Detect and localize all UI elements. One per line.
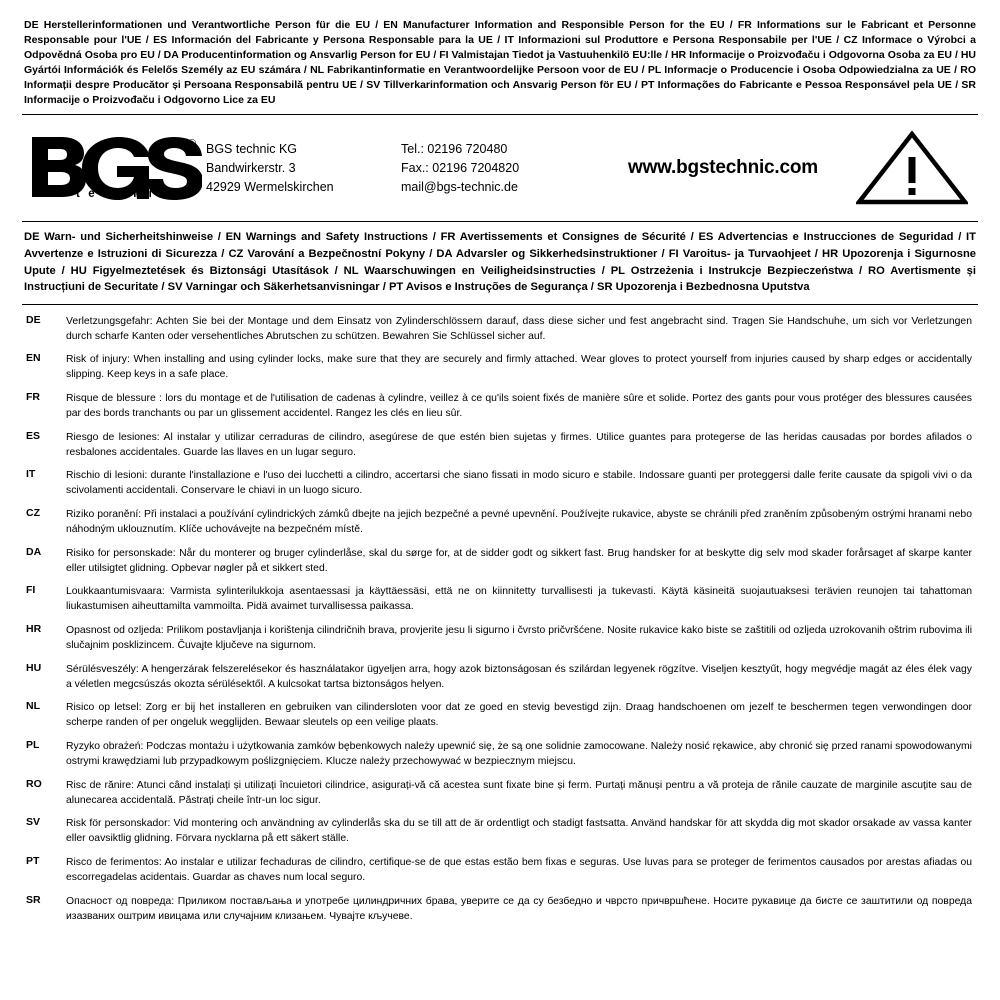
company-contact — [401, 140, 616, 196]
manufacturer-info-header: DE Herstellerinformationen und Verantwortliche Person für die EU / EN Manufacturer Information and Responsible Person for the EU / FR Informations sur le Fabricant et Personne Responsable pour l'UE / ES Información del Fabricante y Persona Responsable para la UE / IT Informazioni sul Produttore e Persona Responsabile per l'UE / CZ Informace o Výrobci a Odpovědná Osoba pro EU / DA Producentinformation og Ansvarlig Person for EU / FI Valmistajan Tiedot ja Vastuuhenkilö EU:lle / HR Informacije o Proizvođaču i Odgovorna Osoba za EU / HU Gyártói Információk és Felelős Személy az EU számára / NL Fabrikantinformatie en Verantwoordelijke Persoon voor de EU / PL Informacje o Producencie i Osoba Odpowiedzialna za UE / RO Informații despre Producător și Persoana Responsabilă pentru UE / SV Tillverkarinformation och Ansvarig Person för EU / PT Informações do Fabricante e Pessoa Responsável pela UE / SR Informacije o Proizvođaču i Odgovorno Lice za EU — [24, 19, 976, 106]
language-text: Risico op letsel: Zorg er bij het installeren en gebruiken van cilindersloten voor dat ze goed en stevig bevestigd zijn. Draag handschoenen om jezelf te beschermen tegen verwondingen door scherpe randen of per ongeluk wegglijden. Bewaar sleutels op een veilige plaats. — [66, 702, 972, 729]
company-city: 42929 Wermelskirchen — [206, 179, 334, 194]
svg-text:®: ® — [188, 138, 197, 151]
language-code: SR — [26, 893, 41, 906]
list-item — [22, 855, 978, 885]
language-code: HR — [26, 623, 42, 635]
language-code: FR — [26, 391, 40, 404]
list-item — [22, 391, 978, 421]
language-text: Risk of injury: When installing and using cylinder locks, make sure that they are securely and firmly attached. Wear gloves to protect yourself from injuries caused by sharp edges or accidentally slipping. Keep keys in a safe place. — [66, 354, 972, 381]
company-tel: Tel.: 02196 720480 — [401, 142, 508, 157]
language-code: HU — [26, 661, 42, 674]
list-item — [22, 352, 978, 382]
company-website: www.bgstechnic.com — [628, 157, 818, 179]
bgs-logo-icon — [30, 135, 202, 201]
list-item — [22, 623, 978, 653]
language-text: Opasnost od ozljeda: Prilikom postavljanja i korištenja cilindričnih brava, provjerite jesu li sigurno i čvrsto pričvršćene. Nosite rukavice kako biste se zaštitili od ozljeda uzrokovanih oštrim rubovima ili slučajnim posklizincem. Čuvajte ključeve na sigurnom. — [66, 625, 972, 652]
language-code: IT — [26, 468, 36, 481]
language-text: Опасност од повреда: Приликом постављања и употребе цилиндричних брава, уверите се да су безбедно и чврсто причвршћене. Носите рукавице да бисте се заштитили од повреда изазваних оштрим ивицама или случајним клизањем. Чувајте кључеве. — [66, 895, 972, 922]
language-text: Risk för personskador: Vid montering och användning av cylinderlås ska du se till att de är ordentligt och stadigt fastsatta. Använd handskar för att skydda dig mot skador orsakade av vassa kanter eller oavsiktlig glidning. Förvara nycklarna på ett säkert ställe. — [66, 818, 972, 845]
language-code: DA — [26, 545, 42, 558]
language-code: RO — [26, 777, 42, 790]
company-name: BGS technic KG — [206, 142, 298, 157]
language-code: FI — [26, 584, 36, 597]
list-item — [22, 662, 978, 692]
list-item — [22, 468, 978, 498]
language-code: EN — [26, 352, 41, 365]
bgs-logo — [26, 135, 206, 201]
list-item — [22, 816, 978, 846]
language-text: Risco de ferimentos: Ao instalar e utilizar fechaduras de cilindro, certifique-se de que estas estão bem fixas e seguras. Use luvas para se proteger de ferimentos causados por arestas afiadas ou escorregadelas acidentais. Guardar as chaves num local seguro. — [66, 856, 972, 884]
language-text: Ryzyko obrażeń: Podczas montażu i użytkowania zamków bębenkowych należy upewnić się, że są one solidnie zamocowane. Należy nosić rękawice, aby chronić się przed ranami spowodowanymi ostrymi krawędziami lub przypadkowym poślizgnięciem. Klucze należy przechowywać w bezpiecznym miejscu. — [66, 740, 972, 768]
company-block — [22, 115, 978, 221]
list-item — [22, 546, 978, 576]
language-code: DE — [26, 313, 41, 326]
list-item — [22, 430, 978, 460]
list-item — [22, 700, 978, 730]
language-code: PT — [26, 854, 40, 867]
list-item — [22, 507, 978, 537]
company-fax: Fax.: 02196 7204820 — [401, 161, 520, 176]
warning-triangle-icon — [856, 131, 968, 205]
language-text: Risiko for personskade: Når du monterer og bruger cylinderlåse, skal du sørge for, at de sidder godt og sikkert fast. Brug handsker for at beskytte dig selv mod skader forårsaget af skarpe kanter eller utilsigtet glidning. Opbevar nøgler på et sikkert sted. — [66, 547, 972, 574]
language-text: Rischio di lesioni: durante l'installazione e l'uso dei lucchetti a cilindro, accertarsi che siano fissati in modo sicuro e stabile. Indossare guanti per proteggersi dalle ferite causate da spigoli vivi o da scivolamenti accidentali. Conservare le chiavi in un luogo sicuro. — [66, 470, 972, 497]
warnings-heading: DE Warn- und Sicherheitshinweise / EN Warnings and Safety Instructions / FR Avertissements et Consignes de Sécurité / ES Advertencias e Instrucciones de Seguridad / IT Avvertenze e Istruzioni di Sicurezza / CZ Varování a Bezpečnostní Pokyny / DA Advarsler og Sikkerhedsinstruktioner / FI Varoitus- ja Turvaohjeet / HR Upozorenja i Sigurnosne Upute / HU Figyelmeztetések és Biztonsági Utasítások / NL Waarschuwingen en Veiligheidsinstructies / PL Ostrzeżenia i Instrukcje Bezpieczeństwa / RO Avertismente și Instrucțiuni de Securitate / SV Varningar och Säkerhetsanvisningar / PT Avisos e Instruções de Segurança / SR Upozorenja i Bezbednosna Uputstva — [24, 231, 976, 294]
list-item — [22, 739, 978, 769]
list-item — [22, 894, 978, 924]
language-text: Verletzungsgefahr: Achten Sie bei der Montage und dem Einsatz von Zylinderschlössern darauf, dass diese sicher und fest angebracht sind. Tragen Sie Handschuhe, um sich vor Verletzungen durch scharfe Kanten oder versehentliches Abrutschen zu schützen. Bewahren Sie Schlüssel sicher auf. — [66, 315, 972, 342]
language-text: Riziko poranění: Při instalaci a používání cylindrických zámků dbejte na jejich bezpečné a pevné upevnění. Používejte rukavice, abyste se chránili před zraněním způsobeným ostrými hranami nebo náhodným uklouznutím. Klíče uchovávejte na bezpečném místě. — [66, 509, 972, 536]
language-code: NL — [26, 700, 40, 713]
list-item — [22, 778, 978, 808]
language-code: CZ — [26, 507, 40, 520]
warning-triangle — [850, 131, 974, 205]
language-text: Loukkaantumisvaara: Varmista sylinterilukkoja asentaessasi ja käyttäessäsi, että ne on kiinnitetty turvallisesti ja tukevasti. Käytä käsineitä suojautuaksesi terävien reunojen tai tahattoman liukastumisen aiheuttamilta vammoilta. Pidä avaimet turvallisessa paikassa. — [66, 586, 972, 613]
company-street: Bandwirkerstr. 3 — [206, 161, 296, 176]
language-code: ES — [26, 429, 41, 442]
language-text: Risc de rănire: Atunci când instalați și utilizați încuietori cilindrice, asigurați-vă că acestea sunt fixate bine și ferm. Purtați mănuși pentru a vă proteja de rănile cauzate de marginile ascuțite sau de alunecarea accidentală. Păstrați cheile într-un loc sigur. — [66, 779, 972, 806]
svg-text:t e c h n i c: t e c h n i c — [76, 188, 170, 201]
list-item — [22, 584, 978, 614]
company-email: mail@bgs-technic.de — [401, 179, 518, 194]
company-address — [206, 140, 401, 196]
list-item — [22, 314, 978, 344]
language-rows — [22, 305, 978, 924]
language-text: Risque de blessure : lors du montage et de l'utilisation de cadenas à cylindre, veillez à ce qu'ils soient fixés de manière sûre et solide. Portez des gants pour vous protéger des blessures causées par des bords tranchants ou par un glissement accidentel. Rangez les clés en lieu sûr. — [66, 393, 972, 420]
language-text: Sérülésveszély: A hengerzárak felszerelésekor és használatakor ügyeljen arra, hogy azok biztonságosan és szilárdan legyenek rögzítve. Viseljen kesztyűt, hogy megvédje magát az éles élek vagy a véletlen megcsúszás okozta sérülésektől. A kulcsokat tartsa biztonságos helyen. — [66, 663, 972, 690]
language-code: PL — [26, 738, 40, 751]
language-text: Riesgo de lesiones: Al instalar y utilizar cerraduras de cilindro, asegúrese de que estén bien sujetas y firmes. Utilice guantes para protegerse de las heridas causadas por bordes afilados o resbalones accidentales. Guarde las llaves en un lugar seguro. — [66, 431, 972, 458]
language-code: SV — [26, 816, 41, 829]
